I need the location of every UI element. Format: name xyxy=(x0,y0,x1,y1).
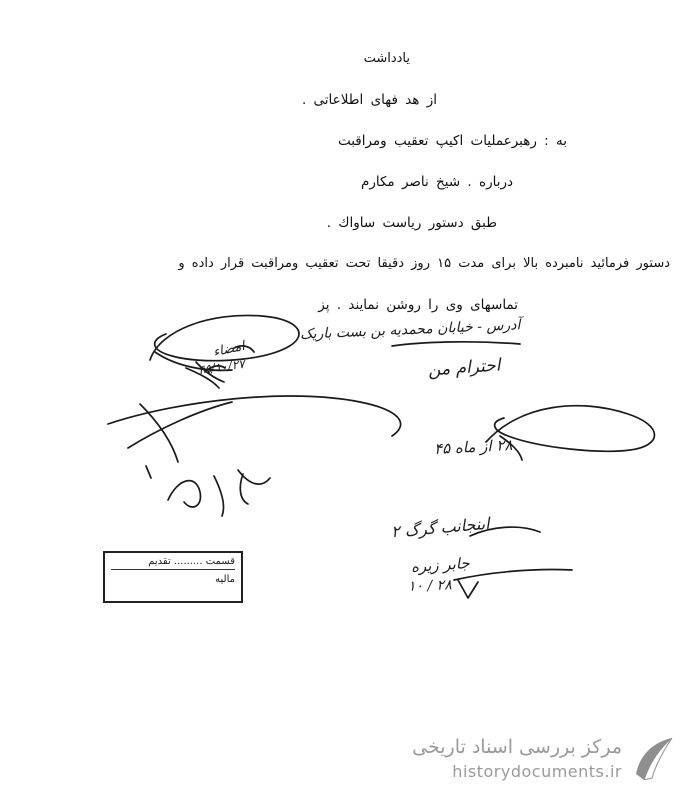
document-line-4: طبق دستور ریاست ساواك . xyxy=(326,215,497,231)
feather-quill-icon xyxy=(634,736,676,780)
handwritten-signature-name-1: احترام من xyxy=(426,355,501,381)
site-name-fa: مرکز بررسی اسناد تاریخی xyxy=(412,736,622,758)
document-line-6: تماسهای وی را روشن نمایند . پز xyxy=(318,297,518,313)
footer-watermark xyxy=(0,724,700,794)
handwritten-signature-name-2: اینجانب گرگ ۲ xyxy=(390,513,491,542)
stamp-line-2: مالیه xyxy=(215,574,235,585)
handwritten-left-signature: امضاء xyxy=(211,338,247,361)
handwritten-signature-date-1: ۲۸ از ماه ۴۵ xyxy=(433,435,513,459)
document-line-2: به : رهبرعملیات اکیپ تعقیب ومراقبت xyxy=(337,133,567,149)
handwritten-signature-name-3: جابر زیره xyxy=(410,553,471,577)
handwritten-left-date: ۴۵/۱۰/۲۷ xyxy=(197,356,246,378)
handwritten-address-note: آدرس - خیابان محمدیه بن بست باریک xyxy=(299,317,521,343)
document-title: یادداشت xyxy=(363,51,410,66)
document-line-1: از هد فهای اطلاعاتی . xyxy=(301,92,437,108)
site-url: historydocuments.ir xyxy=(452,762,622,781)
handwritten-signature-date-2: ۲۸ / ۱۰ xyxy=(408,577,453,595)
document-line-3: درباره . شیخ ناصر مکارم xyxy=(360,174,513,190)
office-stamp xyxy=(103,551,243,603)
document-line-5: دستور فرمائید نامبرده بالا برای مدت ۱۵ روز دقیقا تحت تعقیب ومراقبت قرار داده و xyxy=(178,256,670,271)
stamp-line-1: قسمت ......... تقدیم xyxy=(111,556,235,570)
